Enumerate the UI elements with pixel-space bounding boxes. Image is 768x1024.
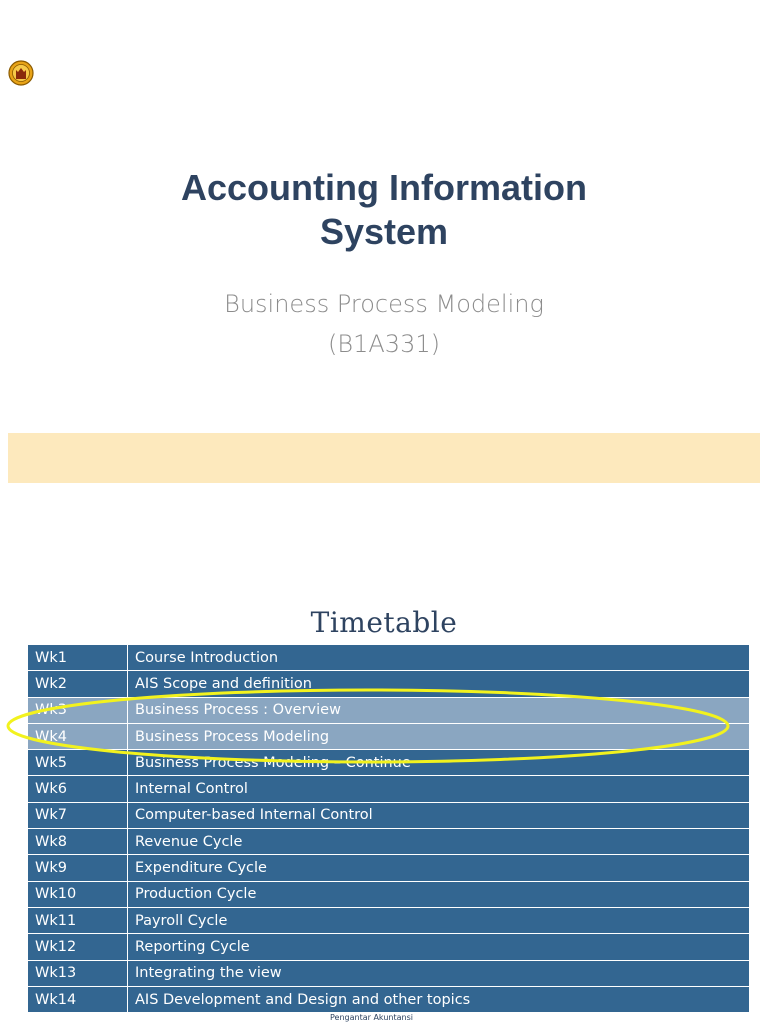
week-cell: Wk1 <box>28 645 128 671</box>
subtitle-line-2: (B1A331) <box>328 330 440 358</box>
week-cell: Wk5 <box>28 750 128 776</box>
table-row <box>28 671 750 697</box>
accent-band <box>8 433 760 483</box>
week-cell: Wk9 <box>28 855 128 881</box>
week-cell: Wk4 <box>28 723 128 749</box>
presentation-subtitle <box>0 284 768 364</box>
topic-cell: AIS Scope and definition <box>128 671 750 697</box>
week-cell: Wk13 <box>28 960 128 986</box>
timetable-table <box>27 644 750 1013</box>
subtitle-line-1: Business Process Modeling <box>224 290 544 318</box>
title-line-1: Accounting Information <box>181 167 587 208</box>
week-cell: Wk14 <box>28 986 128 1012</box>
table-row <box>28 907 750 933</box>
table-row <box>28 645 750 671</box>
university-seal-icon <box>8 60 34 86</box>
table-row <box>28 986 750 1012</box>
week-cell: Wk10 <box>28 881 128 907</box>
topic-cell: Course Introduction <box>128 645 750 671</box>
topic-cell: Business Process Modeling <box>128 723 750 749</box>
table-row <box>28 750 750 776</box>
topic-cell: Reporting Cycle <box>128 934 750 960</box>
topic-cell: Internal Control <box>128 776 750 802</box>
table-row <box>28 829 750 855</box>
table-row <box>28 855 750 881</box>
week-cell: Wk8 <box>28 829 128 855</box>
topic-cell: Integrating the view <box>128 960 750 986</box>
table-row <box>28 934 750 960</box>
topic-cell: Expenditure Cycle <box>128 855 750 881</box>
topic-cell: Revenue Cycle <box>128 829 750 855</box>
table-row <box>28 723 750 749</box>
table-row <box>28 802 750 828</box>
table-row <box>28 697 750 723</box>
title-line-2: System <box>319 211 449 252</box>
topic-cell: AIS Development and Design and other topics <box>128 986 750 1012</box>
week-cell: Wk11 <box>28 907 128 933</box>
week-cell: Wk12 <box>28 934 128 960</box>
week-cell: Wk3 <box>28 697 128 723</box>
topic-cell: Payroll Cycle <box>128 907 750 933</box>
timetable-title: Timetable <box>310 606 458 639</box>
table-row <box>28 776 750 802</box>
table-row <box>28 960 750 986</box>
topic-cell: Business Process Modeling – Continue <box>128 750 750 776</box>
topic-cell: Computer-based Internal Control <box>128 802 750 828</box>
slide-footer: Pengantar Akuntansi <box>330 1013 413 1022</box>
timetable-slide <box>0 512 768 1024</box>
week-cell: Wk6 <box>28 776 128 802</box>
week-cell: Wk2 <box>28 671 128 697</box>
presentation-title <box>0 166 768 254</box>
topic-cell: Business Process : Overview <box>128 697 750 723</box>
table-row <box>28 881 750 907</box>
topic-cell: Production Cycle <box>128 881 750 907</box>
week-cell: Wk7 <box>28 802 128 828</box>
